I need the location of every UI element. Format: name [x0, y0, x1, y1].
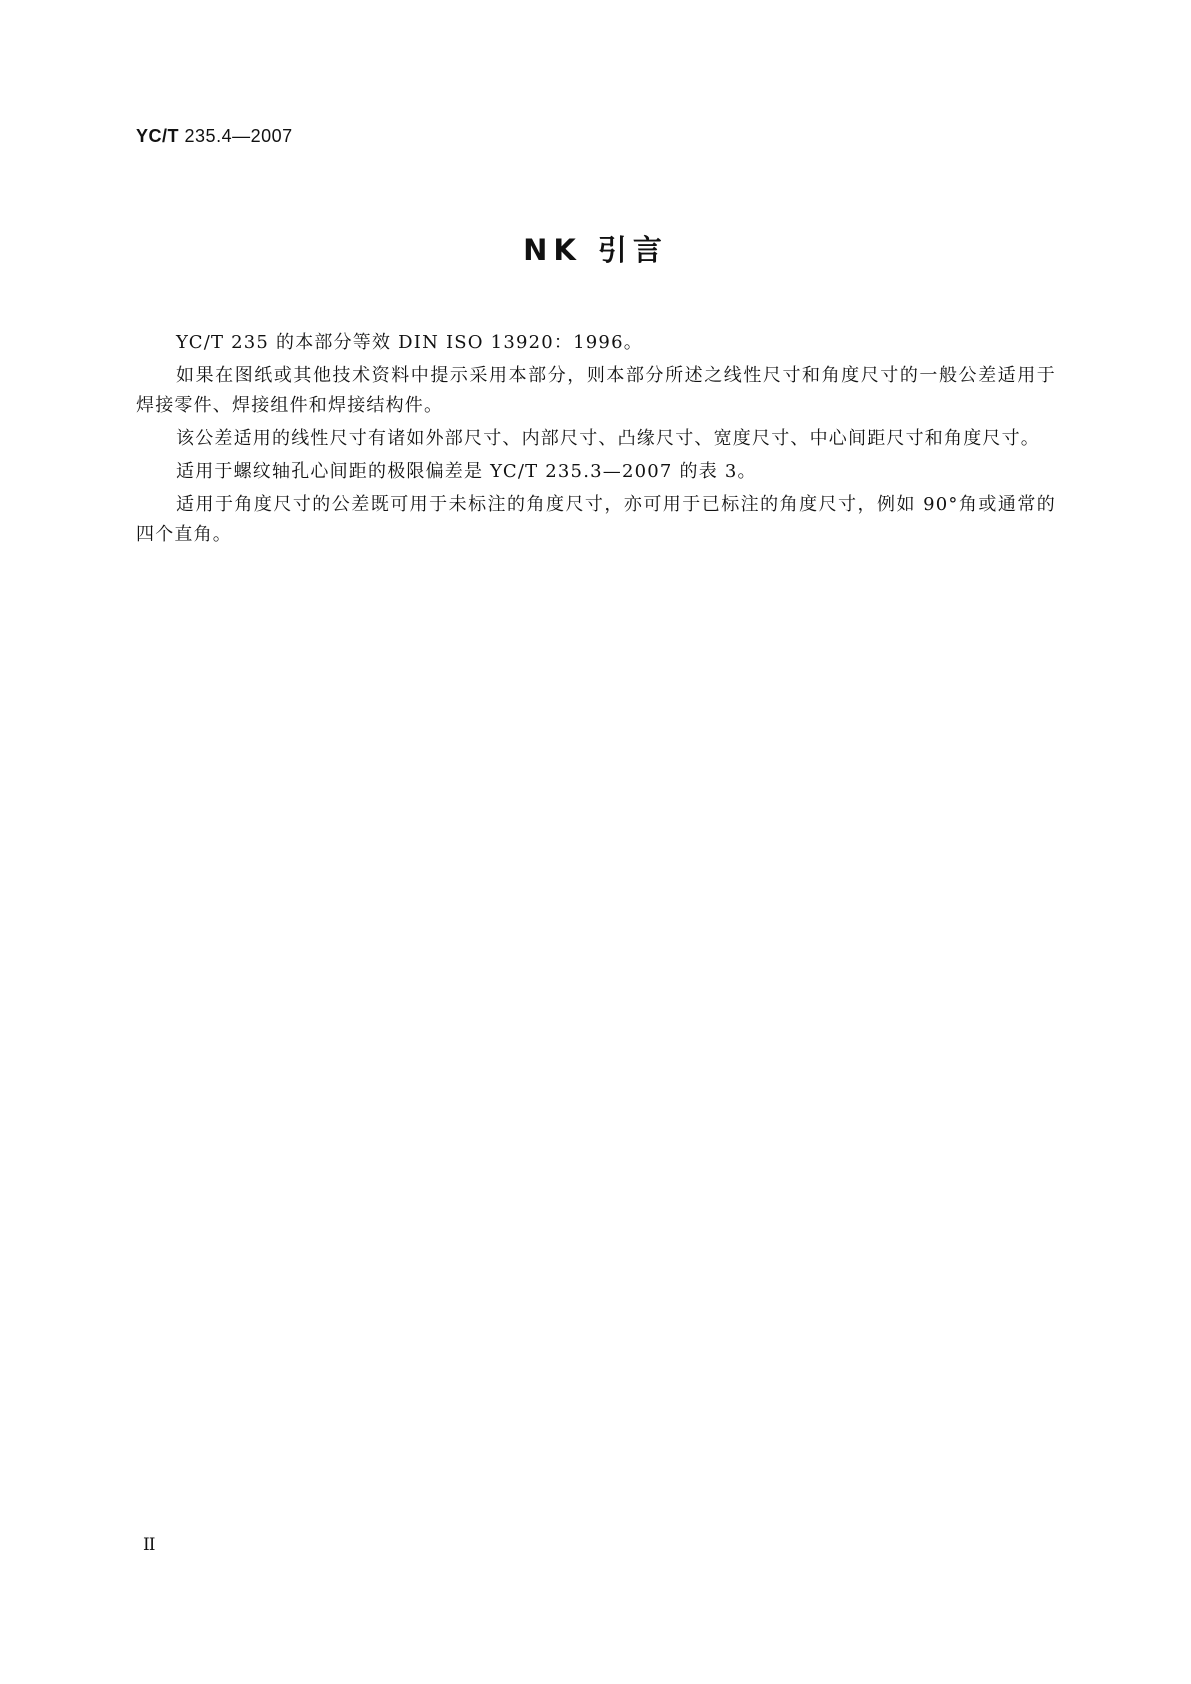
- page-title: NK 引言: [523, 233, 668, 267]
- page-number: II: [143, 1535, 155, 1555]
- document-code-number: 235.4—2007: [184, 126, 293, 146]
- paragraph-application: 如果在图纸或其他技术资料中提示采用本部分，则本部分所述之线性尺寸和角度尺寸的一般公差适用于焊接零件、焊接组件和焊接结构件。: [136, 365, 1056, 416]
- document-code-prefix: YC/T: [136, 126, 180, 146]
- paragraph-thread-spacing: 适用于螺纹轴孔心间距的极限偏差是 YC/T 235.3—2007 的表 3。: [176, 461, 757, 482]
- paragraph-angle-tolerance: 适用于角度尺寸的公差既可用于未标注的角度尺寸，亦可用于已标注的角度尺寸，例如 90°角或通常的四个直角。: [136, 494, 1056, 545]
- introduction-body: [136, 328, 1056, 553]
- document-code: [136, 126, 293, 147]
- paragraph-linear-dimensions: 该公差适用的线性尺寸有诸如外部尺寸、内部尺寸、凸缘尺寸、宽度尺寸、中心间距尺寸和角度尺寸。: [176, 428, 1040, 449]
- paragraph-equivalence: YC/T 235 的本部分等效 DIN ISO 13920：1996。: [176, 332, 643, 353]
